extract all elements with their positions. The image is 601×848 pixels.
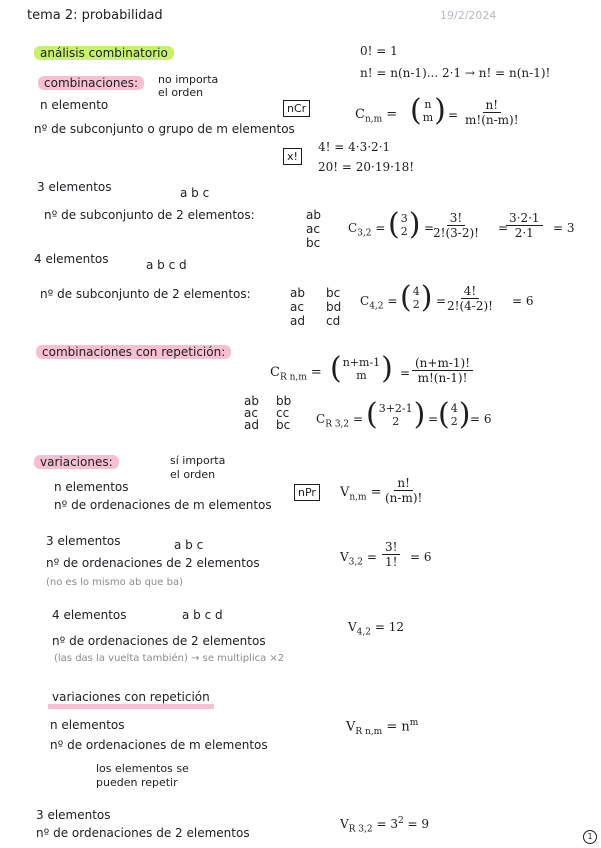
formula-c-lhs: $C_{n,m}$ = — [355, 107, 398, 125]
example-20-factorial: 20! = 20·19·18! — [318, 160, 415, 174]
cr32-result: = 6 — [470, 412, 492, 426]
ex1-subtitle: nº de subconjunto de 2 elementos: — [44, 208, 255, 222]
comb-note-2: el orden — [158, 86, 204, 99]
ex4-subtitle: nº de ordenaciones de 2 elementos — [52, 634, 266, 648]
label-subconjunto-m: nº de subconjunto o grupo de m elementos — [34, 122, 295, 136]
factorial-def-1: 0! = 1 — [360, 44, 398, 58]
ex2-list-item: bd — [326, 300, 342, 314]
ex2-letters: a b c d — [146, 258, 187, 272]
var-note-1: sí importa — [170, 454, 226, 467]
ex4-title: 4 elementos — [52, 608, 127, 622]
binomial-cr: ( n+m-1 m ) — [330, 351, 393, 386]
formula-v42: $V_{4,2} = 12$ — [348, 620, 404, 638]
label-n-elementos-2: n elementos — [50, 718, 125, 732]
ex2-list-item: bc — [326, 286, 341, 300]
formula-v-lhs: $V_{n,m}$ = — [340, 485, 382, 503]
ex2-list-item: ac — [290, 300, 304, 314]
heading-combinaciones-repeticion: combinaciones con repetición: — [36, 345, 231, 359]
var-note-2: el orden — [170, 468, 216, 481]
binomial-n-m: ( n m ) — [410, 93, 446, 128]
label-n-elemento: n elemento — [40, 98, 109, 112]
rep-note-2: pueden repetir — [96, 776, 178, 789]
heading-variaciones-repeticion: variaciones con repetición — [48, 690, 214, 709]
page-number: 1 — [583, 830, 597, 844]
heading-combinaciones: combinaciones: — [38, 76, 144, 90]
label-ordenaciones-m: nº de ordenaciones de m elementos — [54, 498, 272, 512]
fraction-c32-2: $\frac{3\cdot 2\cdot 1}{2\cdot 1}$ — [506, 211, 543, 240]
fraction-c-nm: $\frac{n!}{m!(n-m)!}$ — [465, 98, 519, 127]
fraction-v: $\frac{n!}{(n-m)!}$ — [385, 476, 423, 505]
c42-result: = 6 — [512, 294, 534, 308]
binomial-4-2: ( 4 2 ) — [400, 280, 433, 315]
ex2-list-item: ab — [290, 286, 305, 300]
rep-note-1: los elementos se — [96, 762, 189, 775]
binomial-4-2-b: ( 4 2 ) — [438, 397, 471, 432]
factorial-def-2: n! = n(n-1)... 2·1 → n! = n(n-1)! — [360, 66, 551, 80]
calculator-key-factorial: x! — [283, 148, 302, 165]
ex4-letters: a b c d — [182, 608, 223, 622]
fraction-v32: $\frac{3!}{1!}$ — [382, 540, 400, 569]
cr-list-item: ab — [244, 394, 259, 408]
comb-note-1: no importa — [158, 73, 219, 86]
fraction-c42: $\frac{4!}{2!(4-2)!}$ — [447, 284, 493, 313]
ex1-list-item: ab — [306, 208, 321, 222]
ex3-subtitle: nº de ordenaciones de 2 elementos — [46, 556, 260, 570]
ex1-list-item: bc — [306, 236, 321, 250]
heading-variaciones: variaciones: — [34, 455, 119, 469]
ex3-title: 3 elementos — [46, 534, 121, 548]
c32-result: = 3 — [553, 221, 575, 235]
calculator-key-npr: nPr — [294, 484, 320, 501]
page-title: tema 2: probabilidad — [27, 8, 163, 23]
page-date: 19/2/2024 — [440, 9, 497, 22]
v32-result: = 6 — [410, 550, 432, 564]
ex2-subtitle: nº de subconjunto de 2 elementos: — [40, 287, 251, 301]
ex2-list-item: cd — [326, 314, 341, 328]
cr-list-item: ad — [244, 418, 259, 432]
ex3-letters: a b c — [174, 538, 204, 552]
calculator-key-ncr: nCr — [283, 100, 310, 117]
fraction-cr: $\frac{(n+m-1)!}{m!(n-1)!}$ — [412, 356, 473, 385]
formula-cr32-lhs: $C_{R 3,2}$ = — [316, 412, 364, 430]
cr-list-item: bc — [276, 418, 291, 432]
ex5-title: 3 elementos — [36, 808, 111, 822]
cr-list-item: bb — [276, 394, 292, 408]
formula-c32-lhs: $C_{3,2}$ = — [348, 221, 386, 239]
ex2-list-item: ad — [290, 314, 305, 328]
ex1-title: 3 elementos — [37, 180, 112, 194]
section-heading-combinatorio: análisis combinatorio — [34, 46, 174, 60]
ex1-letters: a b c — [180, 186, 210, 200]
binomial-3-2: ( 3 2 ) — [388, 207, 421, 242]
formula-vr: $V_{R n,m} = n^m$ — [346, 718, 419, 737]
binomial-cr32: ( 3+2-1 2 ) — [366, 397, 426, 432]
formula-cr-lhs: $C_{R n,m}$ = — [270, 365, 322, 383]
ex2-title: 4 elementos — [34, 252, 109, 266]
ex5-subtitle: nº de ordenaciones de 2 elementos — [36, 826, 250, 840]
ex1-list-item: ac — [306, 222, 320, 236]
ex4-note: (las das la vuelta también) → se multiplica ×2 — [54, 653, 285, 664]
formula-v32-lhs: $V_{3,2}$ = — [340, 550, 377, 568]
formula-c42-lhs: $C_{4,2}$ = — [360, 294, 398, 312]
example-4-factorial: 4! = 4·3·2·1 — [318, 140, 391, 154]
cr-list-item: ac — [244, 406, 258, 420]
formula-vr32: $V_{R 3,2} = 3^2 = 9$ — [340, 816, 430, 835]
fraction-c32-1: $\frac{3!}{2!(3-2)!}$ — [433, 211, 479, 240]
cr-list-item: cc — [276, 406, 290, 420]
label-n-elementos: n elementos — [54, 480, 129, 494]
label-ordenaciones-m-2: nº de ordenaciones de m elementos — [50, 738, 268, 752]
ex3-note: (no es lo mismo ab que ba) — [46, 577, 183, 588]
